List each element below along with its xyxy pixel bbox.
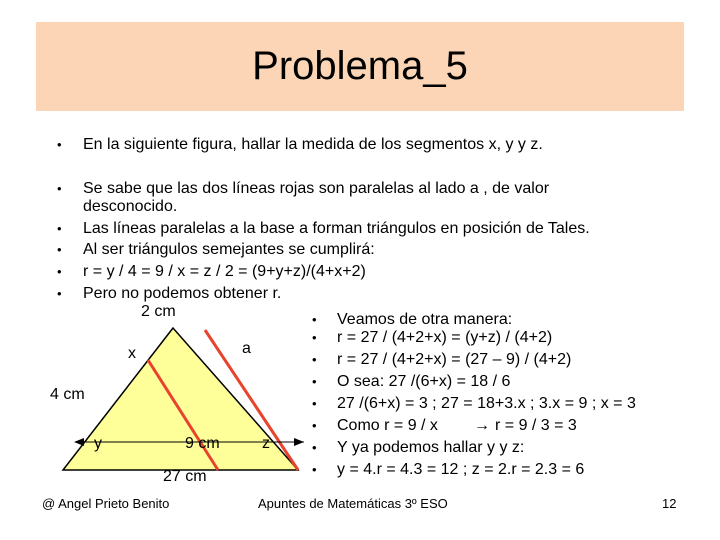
footer-course: Apuntes de Matemáticas 3º ESO (258, 496, 448, 511)
label-top: 2 cm (141, 303, 176, 320)
list-item: Al ser triángulos semejantes se cumplirá: (83, 241, 375, 258)
bullet-marker: • (57, 181, 62, 196)
list-item: Veamos de otra manera: (337, 311, 513, 328)
bullet-marker: • (312, 312, 317, 327)
bullet-marker: • (57, 264, 62, 279)
bullet-marker: • (312, 352, 317, 367)
list-item: r = 27 / (4+2+x) = (27 – 9) / (4+2) (337, 351, 572, 368)
bullet-marker: • (312, 330, 317, 345)
list-item: Pero no podemos obtener r. (83, 285, 282, 302)
label-x: x (128, 345, 136, 362)
list-item: Se sabe que las dos líneas rojas son paralelas al lado a , de valor (83, 180, 550, 197)
arrowhead-left (74, 438, 84, 446)
arrowhead-right (294, 438, 304, 446)
list-item: Como r = 9 / x (337, 417, 438, 434)
label-nine: 9 cm (185, 435, 220, 452)
label-base: 27 cm (163, 468, 207, 485)
label-left-side: 4 cm (50, 386, 85, 403)
bullet-marker: • (57, 286, 62, 301)
bullet-marker: • (312, 374, 317, 389)
list-item: Las líneas paralelas a la base a forman triángulos en posición de Tales. (83, 220, 590, 237)
label-y: y (94, 435, 102, 452)
list-item: 27 /(6+x) = 3 ; 27 = 18+3.x ; 3.x = 9 ; x = 3 (337, 395, 636, 412)
label-a: a (242, 340, 251, 357)
list-item: r = y / 4 = 9 / x = z / 2 = (9+y+z)/(4+x+2) (83, 263, 366, 280)
slide-title: Problema_5 (252, 44, 468, 88)
bullet-marker: • (57, 221, 62, 236)
arrow-icon: → (474, 417, 490, 434)
list-item: Y ya podemos hallar y y z: (337, 439, 525, 456)
list-item: desconocido. (83, 198, 178, 215)
list-item: O sea: 27 /(6+x) = 18 / 6 (337, 373, 511, 390)
list-item-continuation: r = 9 / 3 = 3 (495, 417, 577, 434)
list-item: y = 4.r = 4.3 = 12 ; z = 2.r = 2.3 = 6 (337, 461, 585, 478)
bullet-marker: • (312, 440, 317, 455)
bullet-marker: • (57, 137, 62, 152)
bullet-marker: • (57, 242, 62, 257)
bullet-marker: • (312, 462, 317, 477)
footer-author: @ Angel Prieto Benito (42, 496, 170, 511)
intro-text: En la siguiente figura, hallar la medida de los segmentos x, y y z. (83, 136, 543, 153)
list-item: r = 27 / (4+2+x) = (y+z) / (4+2) (337, 329, 553, 346)
bullet-marker: • (312, 396, 317, 411)
label-z: z (262, 435, 270, 452)
page-number: 12 (662, 496, 677, 511)
bullet-marker: • (312, 418, 317, 433)
